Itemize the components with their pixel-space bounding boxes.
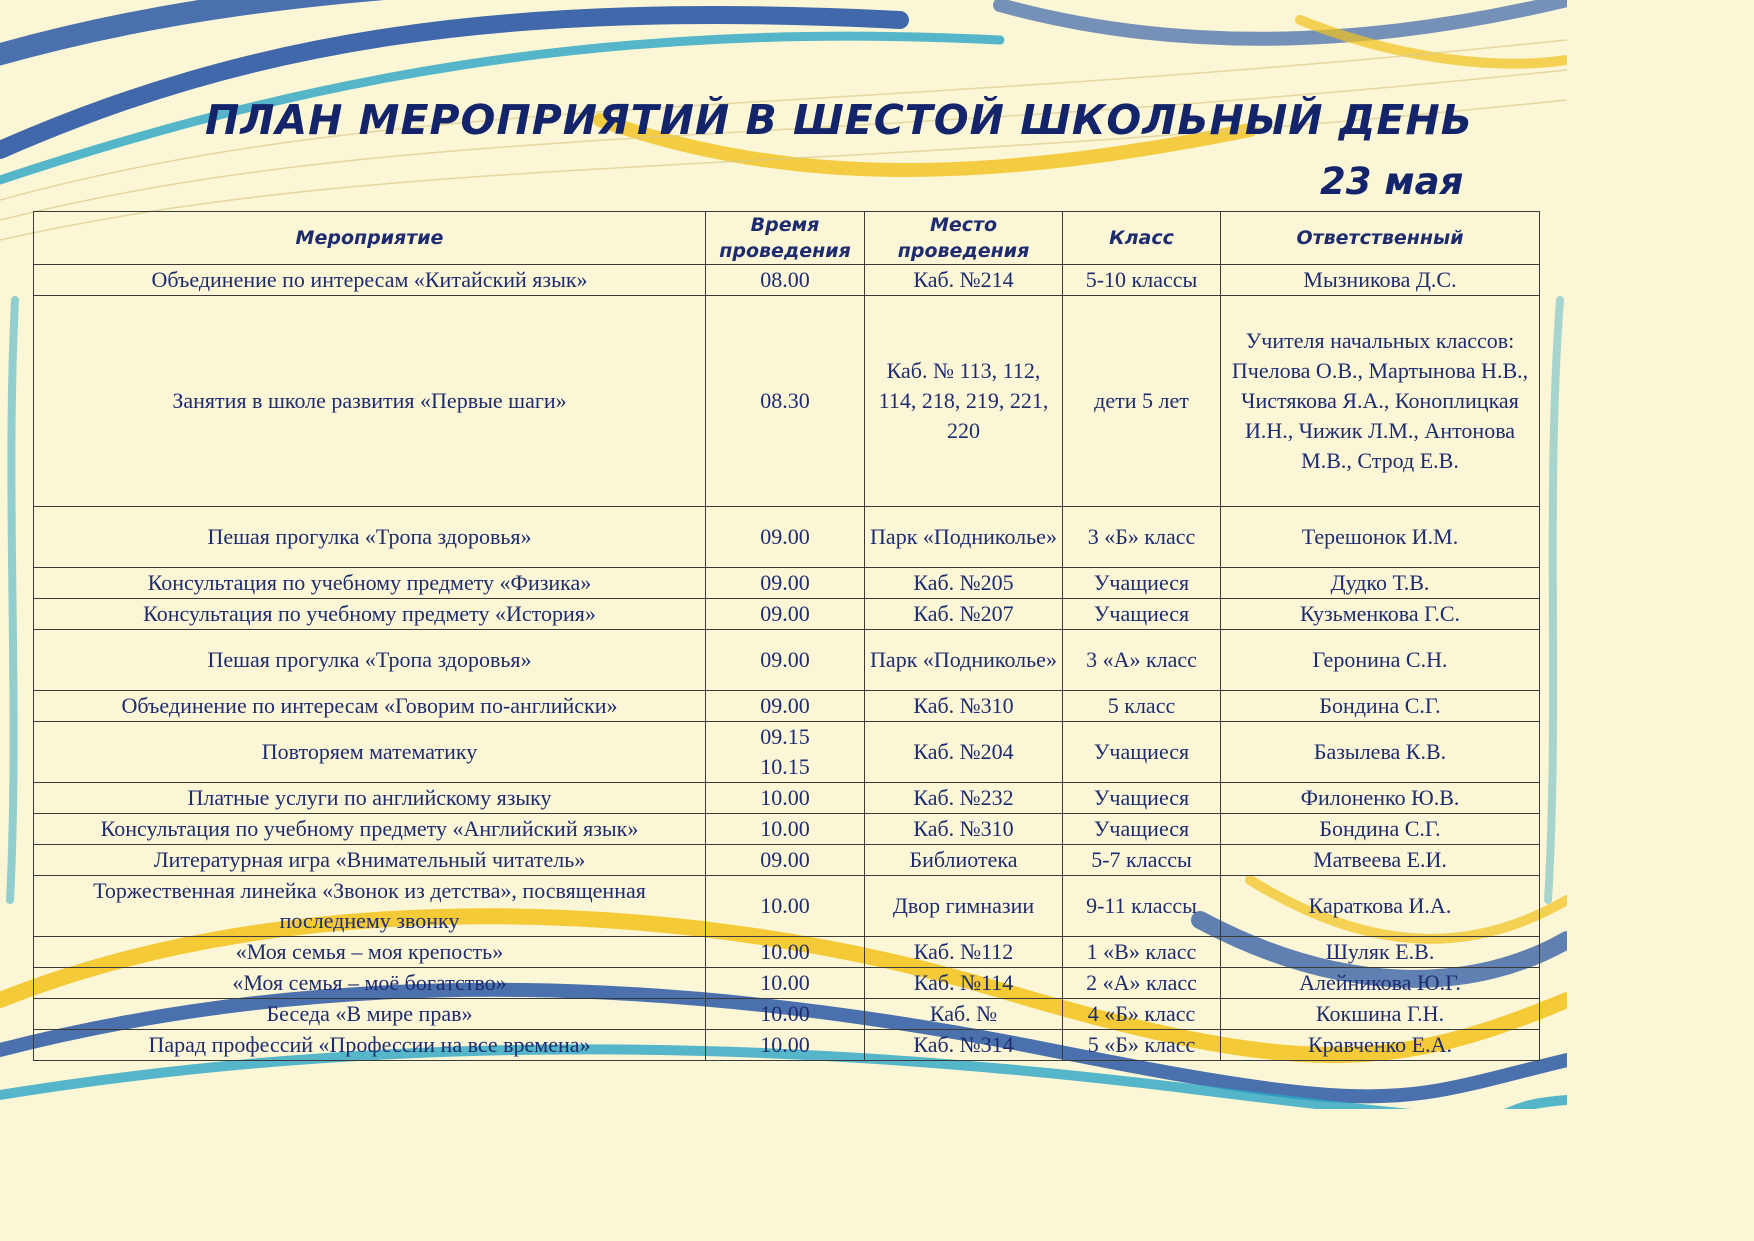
cell-place: Каб. №204 <box>865 722 1063 783</box>
cell-time: 08.00 <box>706 265 865 296</box>
cell-class: Учащиеся <box>1063 568 1221 599</box>
cell-event: Консультация по учебному предмету «Английский язык» <box>34 814 706 845</box>
cell-event: Консультация по учебному предмету «История» <box>34 599 706 630</box>
cell-responsible: Алейникова Ю.Г. <box>1221 968 1540 999</box>
table-row <box>34 937 1540 968</box>
cell-class: дети 5 лет <box>1063 296 1221 507</box>
cell-responsible: Бондина С.Г. <box>1221 691 1540 722</box>
header-place: Место проведения <box>865 212 1063 265</box>
cell-class: 5 «Б» класс <box>1063 1030 1221 1061</box>
cell-place: Каб. №112 <box>865 937 1063 968</box>
cell-place: Каб. №214 <box>865 265 1063 296</box>
table-row <box>34 783 1540 814</box>
cell-responsible: Мызникова Д.С. <box>1221 265 1540 296</box>
table-row <box>34 968 1540 999</box>
cell-event: Парад профессий «Профессии на все времена» <box>34 1030 706 1061</box>
header-time: Время проведения <box>706 212 865 265</box>
cell-place: Каб. № 113, 112, 114, 218, 219, 221, 220 <box>865 296 1063 507</box>
table-row <box>34 814 1540 845</box>
cell-responsible: Шуляк Е.В. <box>1221 937 1540 968</box>
cell-class: 4 «Б» класс <box>1063 999 1221 1030</box>
cell-class: Учащиеся <box>1063 783 1221 814</box>
cell-event: Занятия в школе развития «Первые шаги» <box>34 296 706 507</box>
cell-event: «Моя семья – моя крепость» <box>34 937 706 968</box>
table-row <box>34 630 1540 691</box>
cell-event: «Моя семья – моё богатство» <box>34 968 706 999</box>
cell-class: 2 «А» класс <box>1063 968 1221 999</box>
cell-class: Учащиеся <box>1063 814 1221 845</box>
cell-responsible: Бондина С.Г. <box>1221 814 1540 845</box>
cell-place: Парк «Подниколье» <box>865 630 1063 691</box>
events-table <box>33 211 1540 1061</box>
cell-time: 09.00 <box>706 630 865 691</box>
cell-responsible: Караткова И.А. <box>1221 876 1540 937</box>
cell-event: Повторяем математику <box>34 722 706 783</box>
cell-event: Платные услуги по английскому языку <box>34 783 706 814</box>
table-row <box>34 1030 1540 1061</box>
cell-responsible: Кузьменкова Г.С. <box>1221 599 1540 630</box>
cell-responsible: Терешонок И.М. <box>1221 507 1540 568</box>
cell-time: 09.00 <box>706 845 865 876</box>
cell-place: Парк «Подниколье» <box>865 507 1063 568</box>
cell-time: 09.00 <box>706 599 865 630</box>
cell-place: Каб. №310 <box>865 814 1063 845</box>
cell-responsible: Геронина С.Н. <box>1221 630 1540 691</box>
cell-class: 5-10 классы <box>1063 265 1221 296</box>
cell-time: 08.30 <box>706 296 865 507</box>
cell-event: Объединение по интересам «Китайский язык» <box>34 265 706 296</box>
cell-event: Беседа «В мире прав» <box>34 999 706 1030</box>
table-row <box>34 296 1540 507</box>
cell-class: 3 «Б» класс <box>1063 507 1221 568</box>
cell-responsible: Кокшина Г.Н. <box>1221 999 1540 1030</box>
cell-class: 3 «А» класс <box>1063 630 1221 691</box>
header-class: Класс <box>1063 212 1221 265</box>
table-row <box>34 568 1540 599</box>
cell-time: 09.00 <box>706 568 865 599</box>
cell-place: Библиотека <box>865 845 1063 876</box>
cell-place: Каб. №207 <box>865 599 1063 630</box>
cell-event: Консультация по учебному предмету «Физика» <box>34 568 706 599</box>
cell-class: 5-7 классы <box>1063 845 1221 876</box>
cell-time: 09.15 10.15 <box>706 722 865 783</box>
cell-place: Каб. №232 <box>865 783 1063 814</box>
cell-place: Каб. №114 <box>865 968 1063 999</box>
cell-place: Каб. №310 <box>865 691 1063 722</box>
cell-event: Пешая прогулка «Тропа здоровья» <box>34 507 706 568</box>
cell-event: Литературная игра «Внимательный читатель» <box>34 845 706 876</box>
table-row <box>34 599 1540 630</box>
cell-place: Каб. № <box>865 999 1063 1030</box>
event-date: 23 мая <box>1320 160 1464 203</box>
table-row <box>34 265 1540 296</box>
cell-place: Двор гимназии <box>865 876 1063 937</box>
cell-event: Пешая прогулка «Тропа здоровья» <box>34 630 706 691</box>
table-row <box>34 845 1540 876</box>
cell-event: Торжественная линейка «Звонок из детства», посвященная последнему звонку <box>34 876 706 937</box>
table-row <box>34 999 1540 1030</box>
cell-time: 10.00 <box>706 876 865 937</box>
table-row <box>34 722 1540 783</box>
cell-time: 10.00 <box>706 1030 865 1061</box>
cell-responsible: Базылева К.В. <box>1221 722 1540 783</box>
cell-time: 10.00 <box>706 968 865 999</box>
cell-time: 10.00 <box>706 937 865 968</box>
table-row <box>34 691 1540 722</box>
cell-time: 09.00 <box>706 691 865 722</box>
cell-time: 10.00 <box>706 999 865 1030</box>
table-row <box>34 876 1540 937</box>
table-header-row <box>34 212 1540 265</box>
cell-class: 9-11 классы <box>1063 876 1221 937</box>
cell-time: 10.00 <box>706 783 865 814</box>
cell-class: Учащиеся <box>1063 599 1221 630</box>
cell-time: 10.00 <box>706 814 865 845</box>
header-responsible: Ответственный <box>1221 212 1540 265</box>
cell-event: Объединение по интересам «Говорим по-английски» <box>34 691 706 722</box>
cell-responsible: Филоненко Ю.В. <box>1221 783 1540 814</box>
cell-class: 1 «В» класс <box>1063 937 1221 968</box>
cell-responsible: Учителя начальных классов: Пчелова О.В., Мартынова Н.В., Чистякова Я.А., Коноплицкая И.Н., Чижик Л.М., Антонова М.В., Строд Е.В. <box>1221 296 1540 507</box>
cell-place: Каб. №314 <box>865 1030 1063 1061</box>
cell-responsible: Дудко Т.В. <box>1221 568 1540 599</box>
table-row <box>34 507 1540 568</box>
cell-class: Учащиеся <box>1063 722 1221 783</box>
cell-time: 09.00 <box>706 507 865 568</box>
cell-place: Каб. №205 <box>865 568 1063 599</box>
cell-class: 5 класс <box>1063 691 1221 722</box>
cell-responsible: Матвеева Е.И. <box>1221 845 1540 876</box>
header-event: Мероприятие <box>34 212 706 265</box>
cell-responsible: Кравченко Е.А. <box>1221 1030 1540 1061</box>
page-title: ПЛАН МЕРОПРИЯТИЙ В ШЕСТОЙ ШКОЛЬНЫЙ ДЕНЬ <box>205 96 1473 144</box>
